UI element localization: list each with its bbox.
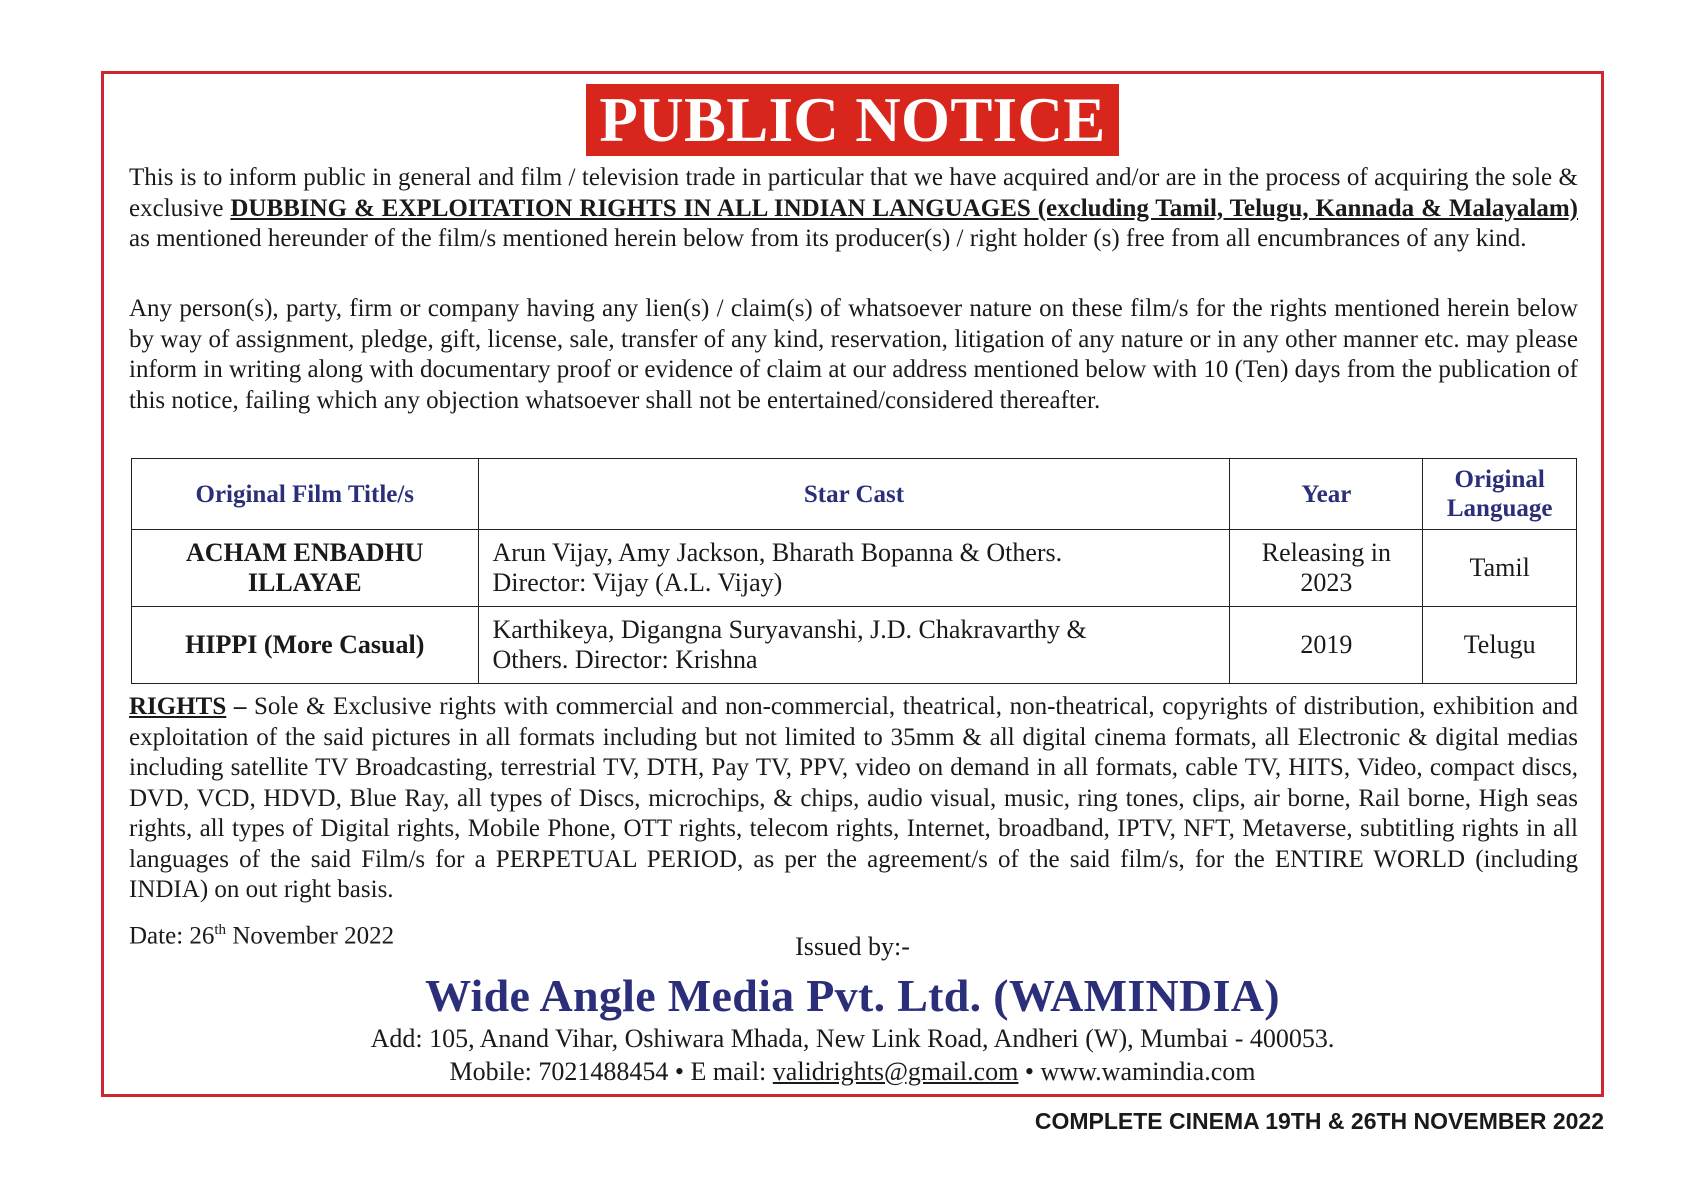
year-line: Releasing in bbox=[1261, 538, 1392, 567]
title-wrap bbox=[104, 84, 1601, 156]
rights-text: Sole & Exclusive rights with commercial and non-commercial, theatrical, non-theatrical, copyrights of distribution, exhibition and exploitation of the said pictures in all formats including but not limited to 35mm & all digital cinema formats, all Electronic & digital medias including satellite TV Broadcasting, terrestrial TV, DTH, Pay TV, PPV, video on demand in all formats, cable TV, HITS, Video, compact discs, DVD, VCD, HDVD, Blue Ray, all types of Discs, microchips, & chips, audio visual, music, ring tones, clips, air borne, Rail borne, High seas rights, all types of Digital rights, Mobile Phone, OTT rights, telecom rights, Internet, broadband, IPTV, NFT, Metaverse, subtitling rights in all languages of the said Film/s for a PERPETUAL PERIOD, as per the agreement/s of the said film/s, for the ENTIRE WORLD (including INDIA) on out right basis. bbox=[129, 693, 1579, 903]
mobile-number: Mobile: 7021488454 bbox=[449, 1057, 669, 1086]
notice-title: PUBLIC NOTICE bbox=[586, 84, 1118, 156]
date-suffix: November 2022 bbox=[226, 922, 395, 950]
year-line: 2019 bbox=[1300, 630, 1353, 659]
paragraph-claims bbox=[129, 294, 1578, 416]
header-film-title: Original Film Title/s bbox=[132, 459, 479, 530]
rights-label: RIGHTS bbox=[129, 693, 227, 720]
table-header-row bbox=[132, 459, 1577, 530]
issued-by: Issued by:- bbox=[795, 932, 910, 961]
film-language: Telugu bbox=[1423, 607, 1577, 684]
star-cast bbox=[478, 530, 1230, 607]
company-name: Wide Angle Media Pvt. Ltd. (WAMINDIA) bbox=[425, 970, 1280, 1021]
email-label: • E mail: bbox=[668, 1057, 773, 1086]
table-row bbox=[132, 607, 1577, 684]
header-star-cast: Star Cast bbox=[478, 459, 1230, 530]
film-year bbox=[1230, 607, 1423, 684]
star-cast-line: Others. Director: Krishna bbox=[492, 645, 758, 674]
film-year bbox=[1230, 530, 1423, 607]
date-prefix: Date: 26 bbox=[129, 922, 215, 950]
paragraph-1-text-c: as mentioned hereunder of the film/s mentioned herein below from its producer(s) / right holder (s) free from all encumbrances of any kind. bbox=[129, 225, 1527, 252]
contact-line bbox=[104, 1057, 1601, 1087]
film-title: ACHAM ENBADHU ILLAYAE bbox=[132, 530, 479, 607]
star-cast bbox=[478, 607, 1230, 684]
films-table bbox=[131, 458, 1577, 684]
email-link[interactable]: validrights@gmail.com bbox=[772, 1057, 1019, 1086]
star-cast-line: Karthikeya, Digangna Suryavanshi, J.D. Chakravarthy & bbox=[492, 615, 1087, 644]
header-year: Year bbox=[1230, 459, 1423, 530]
paragraph-rights bbox=[129, 692, 1578, 906]
year-line: 2023 bbox=[1300, 568, 1353, 597]
paragraph-2-text: Any person(s), party, firm or company having any lien(s) / claim(s) of whatsoever nature on these film/s for the rights mentioned herein below by way of assignment, pledge, gift, license, sale, transfer of any kind, reservation, litigation of any nature or in any other manner etc. may please inform in writing along with documentary proof or evidence of claim at our address mentioned below with 10 (Ten) days from the publication of this notice, failing which any objection whatsoever shall not be entertained/considered thereafter. bbox=[129, 295, 1578, 414]
publication-footer: COMPLETE CINEMA 19TH & 26TH NOVEMBER 2022 bbox=[1034, 1108, 1604, 1134]
date-ordinal: th bbox=[214, 922, 227, 938]
header-original-language: Original Language bbox=[1423, 459, 1577, 530]
film-language: Tamil bbox=[1423, 530, 1577, 607]
rights-dash: – bbox=[226, 693, 254, 720]
website-link[interactable]: • www.wamindia.com bbox=[1018, 1057, 1256, 1086]
table-row bbox=[132, 530, 1577, 607]
star-cast-line: Director: Vijay (A.L. Vijay) bbox=[492, 568, 783, 597]
paragraph-acquisition bbox=[129, 163, 1578, 255]
rights-emphasis: DUBBING & EXPLOITATION RIGHTS IN ALL INDIAN LANGUAGES (excluding Tamil, Telugu, Kannada & Malayalam) bbox=[230, 194, 1578, 222]
film-title: HIPPI (More Casual) bbox=[132, 607, 479, 684]
paragraph-1-text-a: This is to inform public in general and film / television trade in particular that we have acquired and/or are in the process of acquiring the sole & exclusive bbox=[129, 164, 1578, 222]
public-notice-frame bbox=[101, 71, 1604, 1097]
company-address: Add: 105, Anand Vihar, Oshiwara Mhada, New Link Road, Andheri (W), Mumbai - 400053. bbox=[370, 1024, 1335, 1053]
star-cast-line: Arun Vijay, Amy Jackson, Bharath Bopanna & Others. bbox=[492, 538, 1063, 567]
